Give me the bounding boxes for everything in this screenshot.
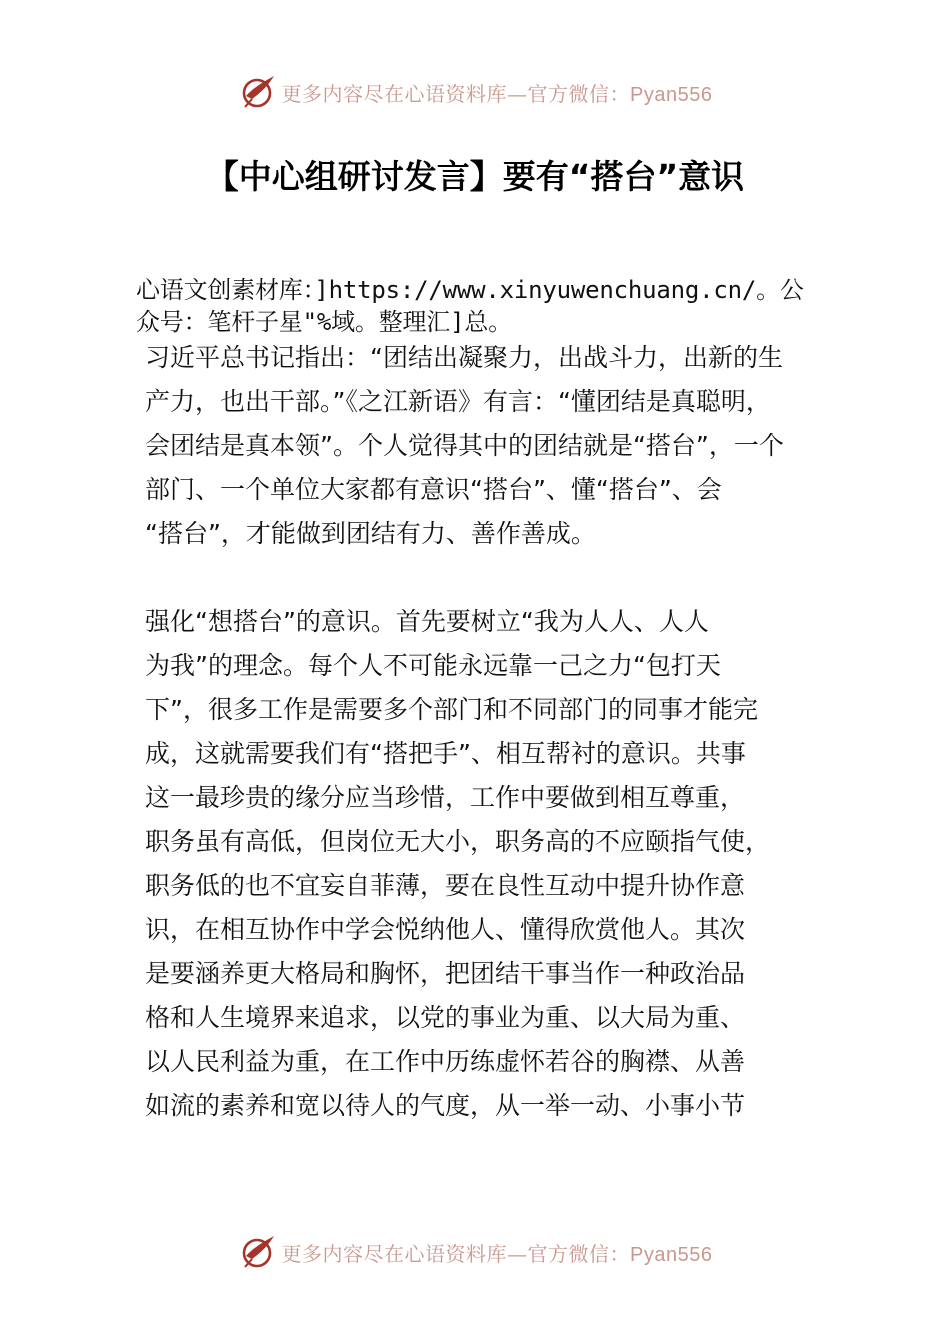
text-line: 部门、一个单位大家都有意识“搭台”、懂“搭台”、会: [145, 475, 722, 504]
text-line: 强化“想搭台”的意识。首先要树立“我为人人、人人: [145, 607, 709, 636]
text-line: 职务虽有高低，但岗位无大小，职务高的不应颐指气使，: [145, 827, 771, 856]
text-line: 这一最珍贵的缘分应当珍惜，工作中要做到相互尊重，: [145, 783, 746, 812]
watermark-text: 更多内容尽在心语资料库—官方微信：Pyan556: [281, 81, 713, 106]
footer-watermark: [0, 1232, 950, 1272]
text-line: 如流的素养和宽以待人的气度，从一举一动、小事小节: [145, 1091, 746, 1120]
source-line: 心语文创素材库：]https://www.xinyuwenchuang.cn/。公: [136, 276, 804, 304]
header-watermark: [0, 72, 950, 112]
text-line: 会团结是真本领”。个人觉得其中的团结就是“搭台”，一个: [145, 431, 784, 460]
text-line: 格和人生境界来追求，以党的事业为重、以大局为重、: [145, 1003, 746, 1032]
text-line: 下”，很多工作是需要多个部门和不同部门的同事才能完: [145, 695, 758, 724]
text-line: 是要涵养更大格局和胸怀，把团结干事当作一种政治品: [145, 959, 746, 988]
text-line: “搭台”，才能做到团结有力、善作善成。: [145, 519, 596, 548]
source-line: 众号：笔杆子星"%域。整理汇]总。: [136, 308, 512, 336]
quill-logo-icon: [238, 1232, 278, 1272]
text-line: 职务低的也不宜妄自菲薄，要在良性互动中提升协作意: [145, 871, 746, 900]
quill-logo-icon: [238, 72, 278, 112]
text-line: 成，这就需要我们有“搭把手”、相互帮衬的意识。共事: [145, 739, 746, 768]
document-title: 【中心组研讨发言】要有“搭台”意识: [205, 157, 745, 196]
text-line: 为我”的理念。每个人不可能永远靠一己之力“包打天: [145, 651, 721, 680]
text-line: 识，在相互协作中学会悦纳他人、懂得欣赏他人。其次: [145, 915, 746, 944]
paragraph-intro: [145, 336, 825, 556]
source-note: [136, 274, 836, 338]
text-line: 产力，也出干部。”《之江新语》有言：“懂团结是真聪明，: [145, 387, 771, 416]
watermark-text: 更多内容尽在心语资料库—官方微信：Pyan556: [281, 1241, 713, 1266]
text-line: 习近平总书记指出：“团结出凝聚力，出战斗力，出新的生: [145, 343, 783, 372]
text-line: 以人民利益为重，在工作中历练虚怀若谷的胸襟、从善: [145, 1047, 746, 1076]
paragraph-body: [145, 600, 825, 1128]
